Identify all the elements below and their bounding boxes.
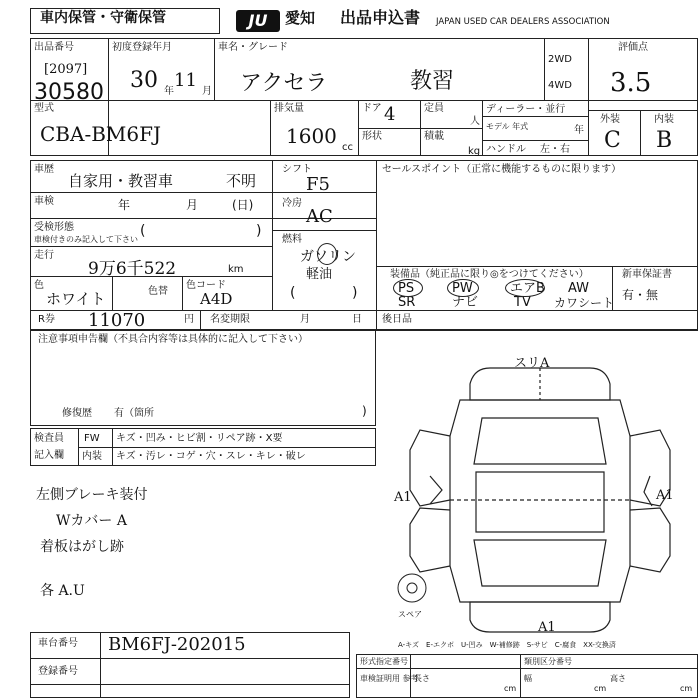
rating-int: B [656,128,673,153]
equipment-item-pw: PW [452,281,473,296]
inspector-int-items: キズ・汚レ・コゲ・穴・スレ・キレ・破レ [116,451,306,462]
inspector-label: 検査員 [34,433,64,444]
handle-label: ハンドル [486,144,526,155]
notes-label: 注意事項申告欄（不具合内容等は具体的に記入して下さい） [38,334,308,345]
diagram-mark-left: A1 [394,490,412,505]
ju-logo [236,10,280,32]
color-value: ホワイト [46,290,106,308]
equipment-item-sr: SR [398,295,416,310]
shape-label: 形状 [362,131,382,142]
ac-value: AC [306,206,333,227]
mileage-unit: km [228,264,244,275]
registration-year: 30 [130,68,158,93]
fuel-label: 燃料 [282,234,302,245]
equipment-airbag-circle [505,279,545,297]
drive-4wd: 4WD [548,80,572,91]
mileage-label: 走行 [34,250,54,261]
color-code-label: 色コード [186,280,226,291]
acceptance-label: 受検形態 [34,222,74,233]
displacement-unit: cc [342,142,353,153]
equipment-item-ps: PS [398,281,415,296]
rating-ext-label: 外装 [600,114,620,125]
rating-int-label: 内装 [654,114,674,125]
diagram-mark-right: A1 [656,488,674,503]
car-damage-diagram [390,340,690,640]
warranty-label: 新車保証書 [622,269,672,280]
equipment-ps-circle [393,279,423,297]
equipment-pw-circle [447,279,479,297]
history-label: 車歴 [34,164,54,175]
name-change-day: 日 [352,314,362,325]
doors-label: ドア [362,103,382,114]
doors-value: 4 [384,104,396,125]
handwritten-note-2: Wカバー A [56,513,127,529]
assoc-name: JAPAN USED CAR DEALERS ASSOCIATION [436,17,610,27]
reg-number-label: 登録番号 [38,666,78,677]
lot-number: 30580 [34,80,104,105]
storage-note: 車内保管・守衛保管 [40,10,166,26]
fuel-gasoline-circle [317,243,337,265]
mileage-value: 9万6千522 [88,259,177,279]
inspector-fw-items: キズ・凹み・ヒビ割・リペア跡・X要 [116,433,283,444]
chassis-label: 車台番号 [38,638,78,649]
handle-options: 左・右 [540,144,570,155]
equipment-item-aw: AW [568,281,590,296]
ref-label: 車検証明用 参考 [360,674,419,683]
model-label: 型式 [34,103,54,114]
car-grade-note: 教習 [410,69,455,94]
inspection-year-unit: 年 [118,198,131,212]
ac-label: 冷房 [282,198,302,209]
inspector-fw-label: FW [84,433,100,444]
dealer-label: ディーラー・並行 [486,104,566,115]
load-unit: kg [468,146,481,157]
acceptance-paren-close: ) [256,223,262,239]
form-label: 形式指定番号 [360,657,408,666]
car-name-label: 車名・グレード [218,42,288,53]
acceptance-note: 車検付きのみ記入して下さい [34,235,138,244]
height-label: 高さ [610,674,626,683]
r-coupon-unit: 円 [184,314,194,325]
equipment-label: 装備品（純正品に限り◎をつけてください） [390,269,589,280]
fuel-paren-open: ( [290,285,296,301]
fuel-gasoline: ガソリン [300,249,356,265]
color-label: 色 [34,280,44,291]
load-label: 積載 [424,131,444,142]
lot-label: 出品番号 [34,42,74,53]
height-unit: cm [680,684,693,693]
inspection-month-unit: 月 [186,198,199,212]
color-code: A4D [200,290,233,308]
damage-legend: A-キズ E-エクボ U-凹み W-補修跡 S-サビ C-腐食 XX-交換済 [398,641,616,649]
repair-label: 修復歴 [62,408,92,419]
inspector-int-label: 内装 [82,451,102,462]
inspector-label2: 記入欄 [34,450,64,461]
capacity-unit: 人 [470,116,480,127]
sales-point-label: セールスポイント（正常に機能するものに限ります） [382,164,622,175]
registration-month-unit: 月 [202,86,212,97]
repair-paren-close: ) [362,404,367,418]
rear-seat-label: 後日品 [382,314,412,325]
fuel-diesel: 軽油 [306,267,333,282]
org-name: 愛知 [285,9,316,27]
equipment-item-airbag: エアB [510,281,545,296]
capacity-label: 定員 [424,103,444,114]
car-name: アクセラ [240,71,328,96]
drive-2wd: 2WD [548,54,572,65]
class-label: 類別区分番号 [524,657,572,666]
name-change-month: 月 [300,314,310,325]
inspection-label: 車検 [34,196,54,207]
rating-ext: C [604,128,621,153]
fuel-paren-close: ) [352,285,358,301]
chassis-value: BM6FJ-202015 [108,634,246,655]
handwritten-note-4: 各 A.U [40,583,85,599]
diagram-mark-top: スリA [514,356,550,371]
diagram-mark-bottom: A1 [538,620,556,635]
name-change-label: 名変期限 [210,314,250,325]
model-year-label: モデル 年式 [486,122,529,131]
registration-label: 初度登録年月 [112,42,172,53]
width-unit: cm [594,684,607,693]
equipment-item-leather: カワシート [554,296,615,310]
shift-label: シフト [282,164,312,175]
history-value: 自家用・教習車 [68,172,174,190]
r-coupon-label: R券 [38,314,55,325]
displacement-value: 1600 [286,124,337,148]
shift-value: F5 [306,174,330,195]
spare-label: スペア [398,610,422,619]
form-title: 出品申込書 [340,8,421,27]
registration-month: 11 [174,70,197,91]
equipment-item-tv: TV [514,295,531,310]
displacement-label: 排気量 [274,103,304,114]
length-label: 長さ [414,674,430,683]
model-year-unit: 年 [574,125,584,136]
lot-bracket-number: [2097] [44,62,88,77]
r-coupon-value: 11070 [88,310,146,331]
history-note: 不明 [226,172,257,190]
rating-label: 評価点 [618,42,648,53]
length-unit: cm [504,684,517,693]
acceptance-paren-open: ( [140,223,146,239]
handwritten-note-1: 左側ブレーキ装付 [36,487,148,503]
repair-value: 有（箇所 [114,408,154,419]
logo-text: JU [248,11,268,30]
color-change-label: 色替 [148,286,168,297]
inspection-day-unit: (日) [232,198,254,212]
rating-score: 3.5 [610,68,652,98]
registration-year-unit: 年 [164,86,174,97]
equipment-item-navi: ナビ [452,295,479,310]
width-label: 幅 [524,674,532,683]
handwritten-note-3: 着板はがし跡 [40,539,124,555]
model-value: CBA-BM6FJ [40,122,161,146]
warranty-options: 有・無 [622,288,659,302]
